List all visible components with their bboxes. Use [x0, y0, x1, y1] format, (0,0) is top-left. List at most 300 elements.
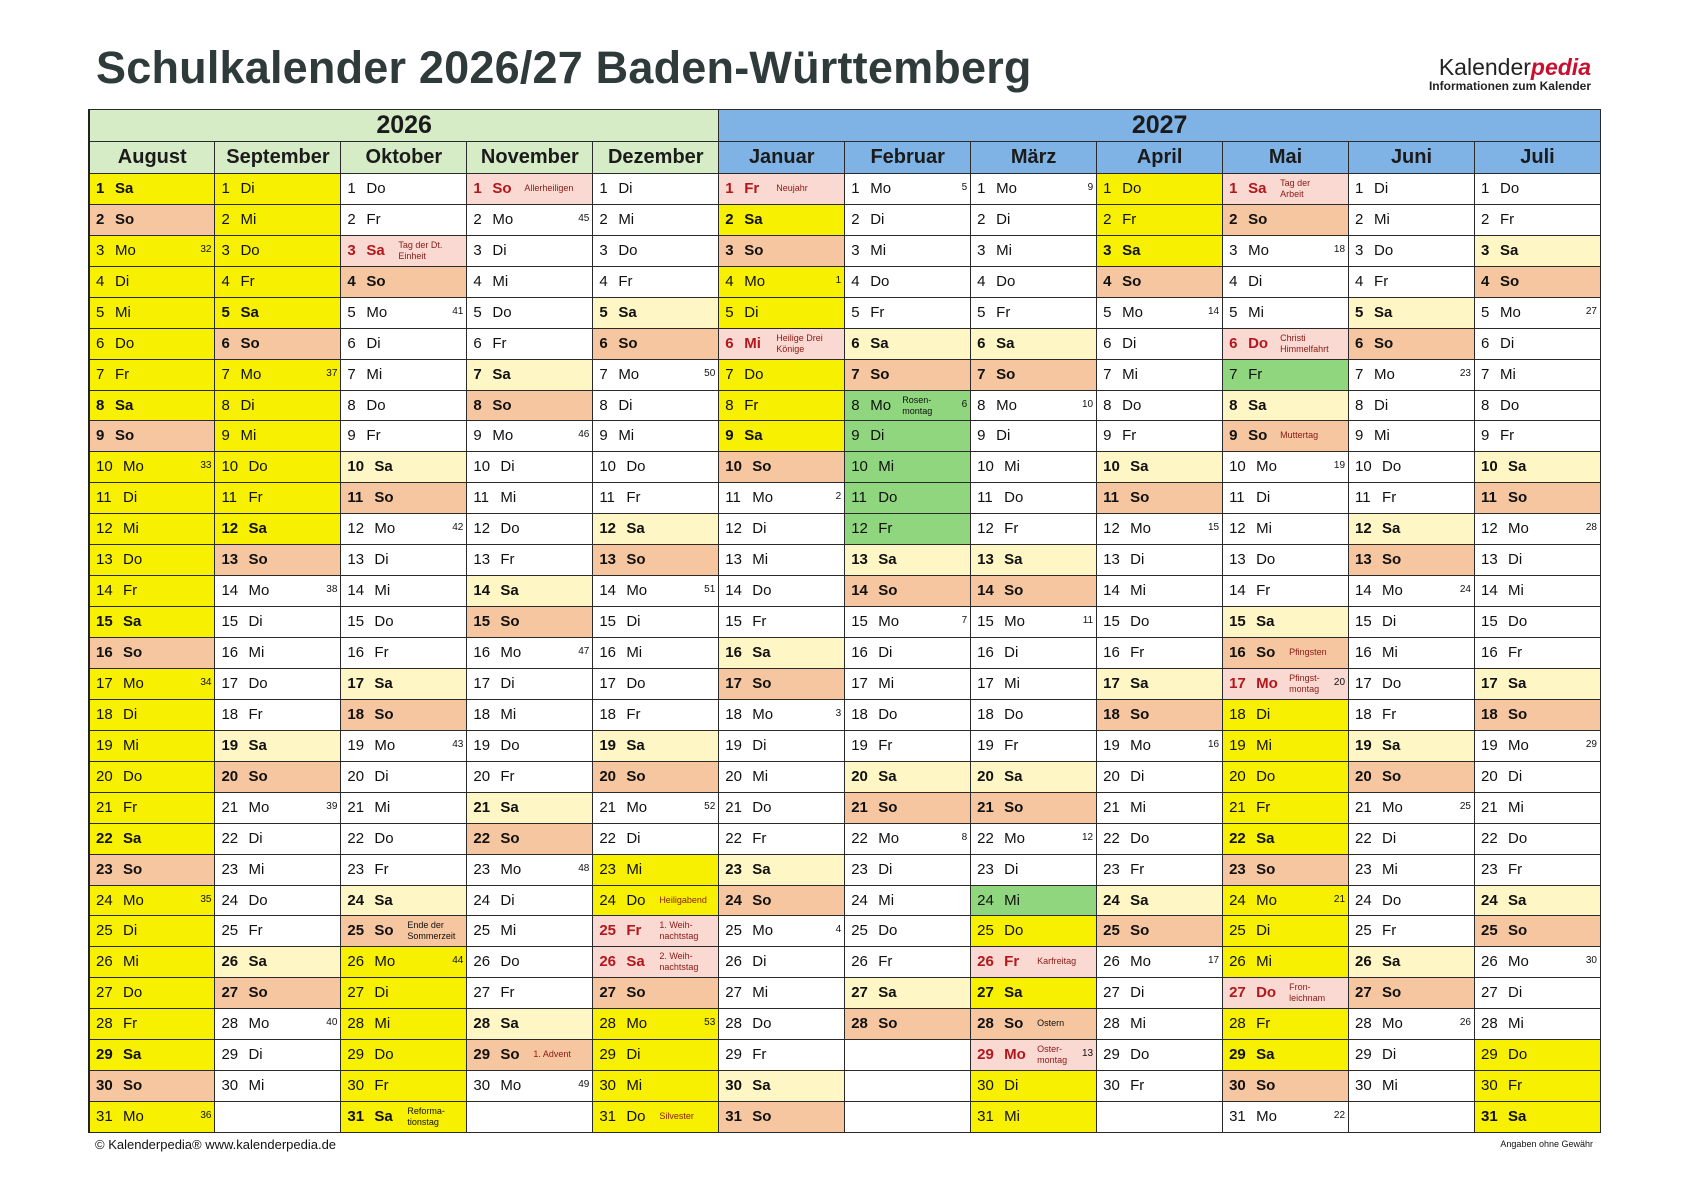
day-cell[interactable] [1349, 173, 1475, 204]
day-cell[interactable] [719, 173, 845, 204]
day-cell[interactable] [215, 359, 341, 390]
day-cell[interactable] [593, 761, 719, 792]
day-cell[interactable] [719, 916, 845, 947]
day-cell[interactable] [845, 359, 971, 390]
day-cell[interactable] [719, 266, 845, 297]
day-cell[interactable] [1474, 854, 1600, 885]
day-cell[interactable] [89, 978, 215, 1009]
day-cell[interactable] [971, 885, 1097, 916]
day-cell[interactable] [593, 266, 719, 297]
day-cell[interactable] [971, 730, 1097, 761]
day-cell[interactable] [1223, 204, 1349, 235]
day-cell[interactable] [1349, 1071, 1475, 1102]
day-cell[interactable] [215, 173, 341, 204]
day-cell[interactable] [719, 1040, 845, 1071]
day-cell[interactable] [971, 359, 1097, 390]
day-cell[interactable] [341, 452, 467, 483]
day-cell[interactable] [341, 730, 467, 761]
day-cell[interactable] [341, 854, 467, 885]
day-cell[interactable] [467, 638, 593, 669]
day-cell[interactable] [89, 235, 215, 266]
day-cell[interactable] [341, 235, 467, 266]
day-cell[interactable] [1474, 792, 1600, 823]
day-cell[interactable] [341, 421, 467, 452]
day-cell[interactable] [467, 1009, 593, 1040]
day-cell[interactable] [1349, 514, 1475, 545]
day-cell[interactable] [467, 761, 593, 792]
day-cell[interactable] [89, 730, 215, 761]
day-cell[interactable] [971, 328, 1097, 359]
day-cell[interactable] [89, 328, 215, 359]
day-cell[interactable] [1097, 452, 1223, 483]
day-cell[interactable] [215, 947, 341, 978]
day-cell[interactable] [1223, 761, 1349, 792]
day-cell[interactable] [971, 204, 1097, 235]
day-cell[interactable] [467, 297, 593, 328]
day-cell[interactable] [89, 1040, 215, 1071]
day-cell[interactable] [1097, 916, 1223, 947]
day-cell[interactable] [845, 668, 971, 699]
day-cell[interactable] [215, 266, 341, 297]
day-cell[interactable] [1474, 947, 1600, 978]
day-cell[interactable] [1474, 266, 1600, 297]
day-cell[interactable] [467, 730, 593, 761]
day-cell[interactable] [341, 545, 467, 576]
day-cell[interactable] [215, 761, 341, 792]
day-cell[interactable] [971, 421, 1097, 452]
day-cell[interactable] [1349, 668, 1475, 699]
day-cell[interactable] [467, 452, 593, 483]
day-cell[interactable] [341, 947, 467, 978]
day-cell[interactable] [341, 638, 467, 669]
day-cell[interactable] [593, 792, 719, 823]
day-cell[interactable] [1097, 730, 1223, 761]
day-cell[interactable] [719, 483, 845, 514]
day-cell[interactable] [971, 761, 1097, 792]
day-cell[interactable] [845, 638, 971, 669]
day-cell[interactable] [1349, 266, 1475, 297]
day-cell[interactable] [845, 390, 971, 421]
day-cell[interactable] [593, 390, 719, 421]
day-cell[interactable] [1097, 204, 1223, 235]
day-cell[interactable] [1097, 235, 1223, 266]
day-cell[interactable] [89, 1009, 215, 1040]
day-cell[interactable] [215, 699, 341, 730]
day-cell[interactable] [971, 668, 1097, 699]
day-cell[interactable] [467, 668, 593, 699]
day-cell[interactable] [1097, 699, 1223, 730]
day-cell[interactable] [593, 545, 719, 576]
day-cell[interactable] [1097, 421, 1223, 452]
day-cell[interactable] [1349, 328, 1475, 359]
day-cell[interactable] [1097, 328, 1223, 359]
day-cell[interactable] [467, 699, 593, 730]
day-cell[interactable] [971, 1071, 1097, 1102]
day-cell[interactable] [719, 699, 845, 730]
day-cell[interactable] [341, 204, 467, 235]
day-cell[interactable] [1223, 823, 1349, 854]
day-cell[interactable] [1349, 421, 1475, 452]
day-cell[interactable] [1223, 1071, 1349, 1102]
day-cell[interactable] [971, 1040, 1097, 1071]
day-cell[interactable] [1097, 854, 1223, 885]
day-cell[interactable] [1223, 885, 1349, 916]
day-cell[interactable] [971, 1102, 1097, 1133]
day-cell[interactable] [719, 607, 845, 638]
day-cell[interactable] [845, 483, 971, 514]
day-cell[interactable] [719, 823, 845, 854]
day-cell[interactable] [467, 607, 593, 638]
day-cell[interactable] [89, 699, 215, 730]
day-cell[interactable] [1223, 730, 1349, 761]
day-cell[interactable] [1474, 452, 1600, 483]
day-cell[interactable] [1474, 235, 1600, 266]
day-cell[interactable] [215, 421, 341, 452]
day-cell[interactable] [1474, 916, 1600, 947]
day-cell[interactable] [719, 545, 845, 576]
day-cell[interactable] [593, 947, 719, 978]
day-cell[interactable] [1474, 761, 1600, 792]
day-cell[interactable] [215, 638, 341, 669]
day-cell[interactable] [971, 792, 1097, 823]
day-cell[interactable] [467, 916, 593, 947]
day-cell[interactable] [1349, 792, 1475, 823]
day-cell[interactable] [215, 204, 341, 235]
kalenderpedia-logo[interactable] [1429, 55, 1591, 93]
day-cell[interactable] [845, 328, 971, 359]
day-cell[interactable] [1474, 421, 1600, 452]
day-cell[interactable] [593, 699, 719, 730]
day-cell[interactable] [1474, 390, 1600, 421]
day-cell[interactable] [845, 421, 971, 452]
day-cell[interactable] [467, 823, 593, 854]
day-cell[interactable] [593, 607, 719, 638]
day-cell[interactable] [1349, 885, 1475, 916]
day-cell[interactable] [89, 947, 215, 978]
day-cell[interactable] [1223, 390, 1349, 421]
day-cell[interactable] [719, 978, 845, 1009]
day-cell[interactable] [593, 359, 719, 390]
day-cell[interactable] [845, 173, 971, 204]
day-cell[interactable] [1223, 173, 1349, 204]
day-cell[interactable] [971, 854, 1097, 885]
day-cell[interactable] [1223, 359, 1349, 390]
day-cell[interactable] [341, 1102, 467, 1133]
day-cell[interactable] [341, 1040, 467, 1071]
day-cell[interactable] [467, 390, 593, 421]
day-cell[interactable] [1223, 514, 1349, 545]
day-cell[interactable] [593, 916, 719, 947]
day-cell[interactable] [215, 514, 341, 545]
day-cell[interactable] [1349, 699, 1475, 730]
day-cell[interactable] [1097, 1009, 1223, 1040]
day-cell[interactable] [89, 792, 215, 823]
day-cell[interactable] [1349, 297, 1475, 328]
day-cell[interactable] [1474, 545, 1600, 576]
day-cell[interactable] [341, 359, 467, 390]
day-cell[interactable] [1223, 978, 1349, 1009]
day-cell[interactable] [1474, 359, 1600, 390]
day-cell[interactable] [1223, 421, 1349, 452]
day-cell[interactable] [1097, 823, 1223, 854]
day-cell[interactable] [971, 483, 1097, 514]
day-cell[interactable] [467, 514, 593, 545]
day-cell[interactable] [467, 1040, 593, 1071]
day-cell[interactable] [467, 576, 593, 607]
day-cell[interactable] [593, 328, 719, 359]
day-cell[interactable] [1223, 452, 1349, 483]
day-cell[interactable] [845, 730, 971, 761]
day-cell[interactable] [341, 173, 467, 204]
day-cell[interactable] [1097, 359, 1223, 390]
day-cell[interactable] [593, 885, 719, 916]
day-cell[interactable] [1474, 1040, 1600, 1071]
day-cell[interactable] [89, 514, 215, 545]
day-cell[interactable] [89, 1102, 215, 1133]
day-cell[interactable] [719, 947, 845, 978]
day-cell[interactable] [1349, 638, 1475, 669]
day-cell[interactable] [341, 576, 467, 607]
day-cell[interactable] [215, 576, 341, 607]
day-cell[interactable] [341, 483, 467, 514]
day-cell[interactable] [1097, 978, 1223, 1009]
day-cell[interactable] [845, 607, 971, 638]
day-cell[interactable] [89, 638, 215, 669]
day-cell[interactable] [845, 854, 971, 885]
day-cell[interactable] [1349, 607, 1475, 638]
day-cell[interactable] [1223, 266, 1349, 297]
day-cell[interactable] [89, 483, 215, 514]
day-cell[interactable] [89, 1071, 215, 1102]
day-cell[interactable] [1223, 235, 1349, 266]
day-cell[interactable] [719, 1009, 845, 1040]
day-cell[interactable] [1223, 545, 1349, 576]
day-cell[interactable] [341, 607, 467, 638]
day-cell[interactable] [971, 297, 1097, 328]
day-cell[interactable] [467, 885, 593, 916]
day-cell[interactable] [1349, 204, 1475, 235]
day-cell[interactable] [1474, 514, 1600, 545]
day-cell[interactable] [467, 204, 593, 235]
day-cell[interactable] [89, 452, 215, 483]
day-cell[interactable] [1349, 761, 1475, 792]
day-cell[interactable] [467, 328, 593, 359]
day-cell[interactable] [971, 699, 1097, 730]
day-cell[interactable] [215, 916, 341, 947]
day-cell[interactable] [971, 545, 1097, 576]
day-cell[interactable] [593, 173, 719, 204]
day-cell[interactable] [1474, 483, 1600, 514]
day-cell[interactable] [719, 204, 845, 235]
day-cell[interactable] [467, 545, 593, 576]
day-cell[interactable] [1349, 916, 1475, 947]
day-cell[interactable] [593, 978, 719, 1009]
day-cell[interactable] [89, 576, 215, 607]
day-cell[interactable] [1349, 576, 1475, 607]
day-cell[interactable] [341, 668, 467, 699]
day-cell[interactable] [467, 359, 593, 390]
day-cell[interactable] [719, 1071, 845, 1102]
day-cell[interactable] [845, 823, 971, 854]
day-cell[interactable] [593, 204, 719, 235]
day-cell[interactable] [215, 545, 341, 576]
day-cell[interactable] [971, 638, 1097, 669]
day-cell[interactable] [89, 421, 215, 452]
day-cell[interactable] [719, 576, 845, 607]
day-cell[interactable] [467, 235, 593, 266]
day-cell[interactable] [215, 328, 341, 359]
day-cell[interactable] [971, 266, 1097, 297]
day-cell[interactable] [1097, 947, 1223, 978]
day-cell[interactable] [1474, 1071, 1600, 1102]
day-cell[interactable] [341, 390, 467, 421]
day-cell[interactable] [971, 576, 1097, 607]
day-cell[interactable] [341, 761, 467, 792]
day-cell[interactable] [971, 947, 1097, 978]
day-cell[interactable] [1223, 792, 1349, 823]
day-cell[interactable] [719, 297, 845, 328]
day-cell[interactable] [89, 390, 215, 421]
day-cell[interactable] [593, 235, 719, 266]
day-cell[interactable] [89, 359, 215, 390]
day-cell[interactable] [215, 854, 341, 885]
day-cell[interactable] [593, 638, 719, 669]
day-cell[interactable] [467, 421, 593, 452]
day-cell[interactable] [341, 978, 467, 1009]
day-cell[interactable] [1223, 1009, 1349, 1040]
day-cell[interactable] [971, 173, 1097, 204]
day-cell[interactable] [1223, 668, 1349, 699]
day-cell[interactable] [1349, 390, 1475, 421]
day-cell[interactable] [845, 885, 971, 916]
day-cell[interactable] [1474, 173, 1600, 204]
day-cell[interactable] [1349, 235, 1475, 266]
day-cell[interactable] [593, 730, 719, 761]
day-cell[interactable] [1223, 1040, 1349, 1071]
day-cell[interactable] [971, 452, 1097, 483]
day-cell[interactable] [215, 390, 341, 421]
day-cell[interactable] [593, 297, 719, 328]
day-cell[interactable] [1097, 1071, 1223, 1102]
day-cell[interactable] [593, 1071, 719, 1102]
day-cell[interactable] [1223, 483, 1349, 514]
day-cell[interactable] [89, 173, 215, 204]
day-cell[interactable] [467, 173, 593, 204]
day-cell[interactable] [971, 916, 1097, 947]
day-cell[interactable] [845, 916, 971, 947]
day-cell[interactable] [215, 297, 341, 328]
day-cell[interactable] [971, 607, 1097, 638]
day-cell[interactable] [215, 452, 341, 483]
day-cell[interactable] [215, 1009, 341, 1040]
day-cell[interactable] [1474, 297, 1600, 328]
day-cell[interactable] [1474, 730, 1600, 761]
day-cell[interactable] [89, 545, 215, 576]
day-cell[interactable] [467, 978, 593, 1009]
day-cell[interactable] [1474, 1009, 1600, 1040]
day-cell[interactable] [593, 668, 719, 699]
day-cell[interactable] [341, 885, 467, 916]
day-cell[interactable] [1097, 266, 1223, 297]
day-cell[interactable] [1097, 1040, 1223, 1071]
day-cell[interactable] [971, 823, 1097, 854]
day-cell[interactable] [1474, 638, 1600, 669]
day-cell[interactable] [215, 483, 341, 514]
day-cell[interactable] [215, 1040, 341, 1071]
day-cell[interactable] [1223, 638, 1349, 669]
day-cell[interactable] [719, 235, 845, 266]
day-cell[interactable] [341, 266, 467, 297]
day-cell[interactable] [341, 514, 467, 545]
day-cell[interactable] [89, 607, 215, 638]
day-cell[interactable] [719, 668, 845, 699]
day-cell[interactable] [341, 823, 467, 854]
day-cell[interactable] [1097, 576, 1223, 607]
day-cell[interactable] [1223, 947, 1349, 978]
day-cell[interactable] [845, 235, 971, 266]
day-cell[interactable] [89, 266, 215, 297]
day-cell[interactable] [215, 607, 341, 638]
day-cell[interactable] [1349, 359, 1475, 390]
day-cell[interactable] [845, 761, 971, 792]
day-cell[interactable] [971, 514, 1097, 545]
day-cell[interactable] [593, 576, 719, 607]
day-cell[interactable] [1474, 1102, 1600, 1133]
day-cell[interactable] [89, 854, 215, 885]
day-cell[interactable] [1474, 328, 1600, 359]
day-cell[interactable] [1349, 452, 1475, 483]
day-cell[interactable] [1097, 792, 1223, 823]
day-cell[interactable] [1097, 514, 1223, 545]
day-cell[interactable] [1223, 1102, 1349, 1133]
day-cell[interactable] [593, 1040, 719, 1071]
day-cell[interactable] [1474, 607, 1600, 638]
day-cell[interactable] [467, 854, 593, 885]
day-cell[interactable] [845, 1009, 971, 1040]
day-cell[interactable] [215, 1071, 341, 1102]
day-cell[interactable] [1097, 607, 1223, 638]
day-cell[interactable] [719, 514, 845, 545]
day-cell[interactable] [1474, 978, 1600, 1009]
day-cell[interactable] [1223, 854, 1349, 885]
day-cell[interactable] [1097, 297, 1223, 328]
day-cell[interactable] [1097, 761, 1223, 792]
day-cell[interactable] [89, 204, 215, 235]
day-cell[interactable] [467, 947, 593, 978]
day-cell[interactable] [719, 761, 845, 792]
day-cell[interactable] [1223, 297, 1349, 328]
day-cell[interactable] [1223, 328, 1349, 359]
day-cell[interactable] [593, 854, 719, 885]
day-cell[interactable] [1474, 668, 1600, 699]
day-cell[interactable] [1097, 668, 1223, 699]
day-cell[interactable] [89, 885, 215, 916]
day-cell[interactable] [719, 638, 845, 669]
day-cell[interactable] [1349, 1040, 1475, 1071]
day-cell[interactable] [845, 792, 971, 823]
day-cell[interactable] [1349, 947, 1475, 978]
day-cell[interactable] [1223, 699, 1349, 730]
day-cell[interactable] [1474, 576, 1600, 607]
day-cell[interactable] [1474, 885, 1600, 916]
day-cell[interactable] [215, 978, 341, 1009]
day-cell[interactable] [719, 359, 845, 390]
day-cell[interactable] [1097, 545, 1223, 576]
day-cell[interactable] [215, 823, 341, 854]
day-cell[interactable] [845, 545, 971, 576]
day-cell[interactable] [719, 421, 845, 452]
day-cell[interactable] [1097, 885, 1223, 916]
